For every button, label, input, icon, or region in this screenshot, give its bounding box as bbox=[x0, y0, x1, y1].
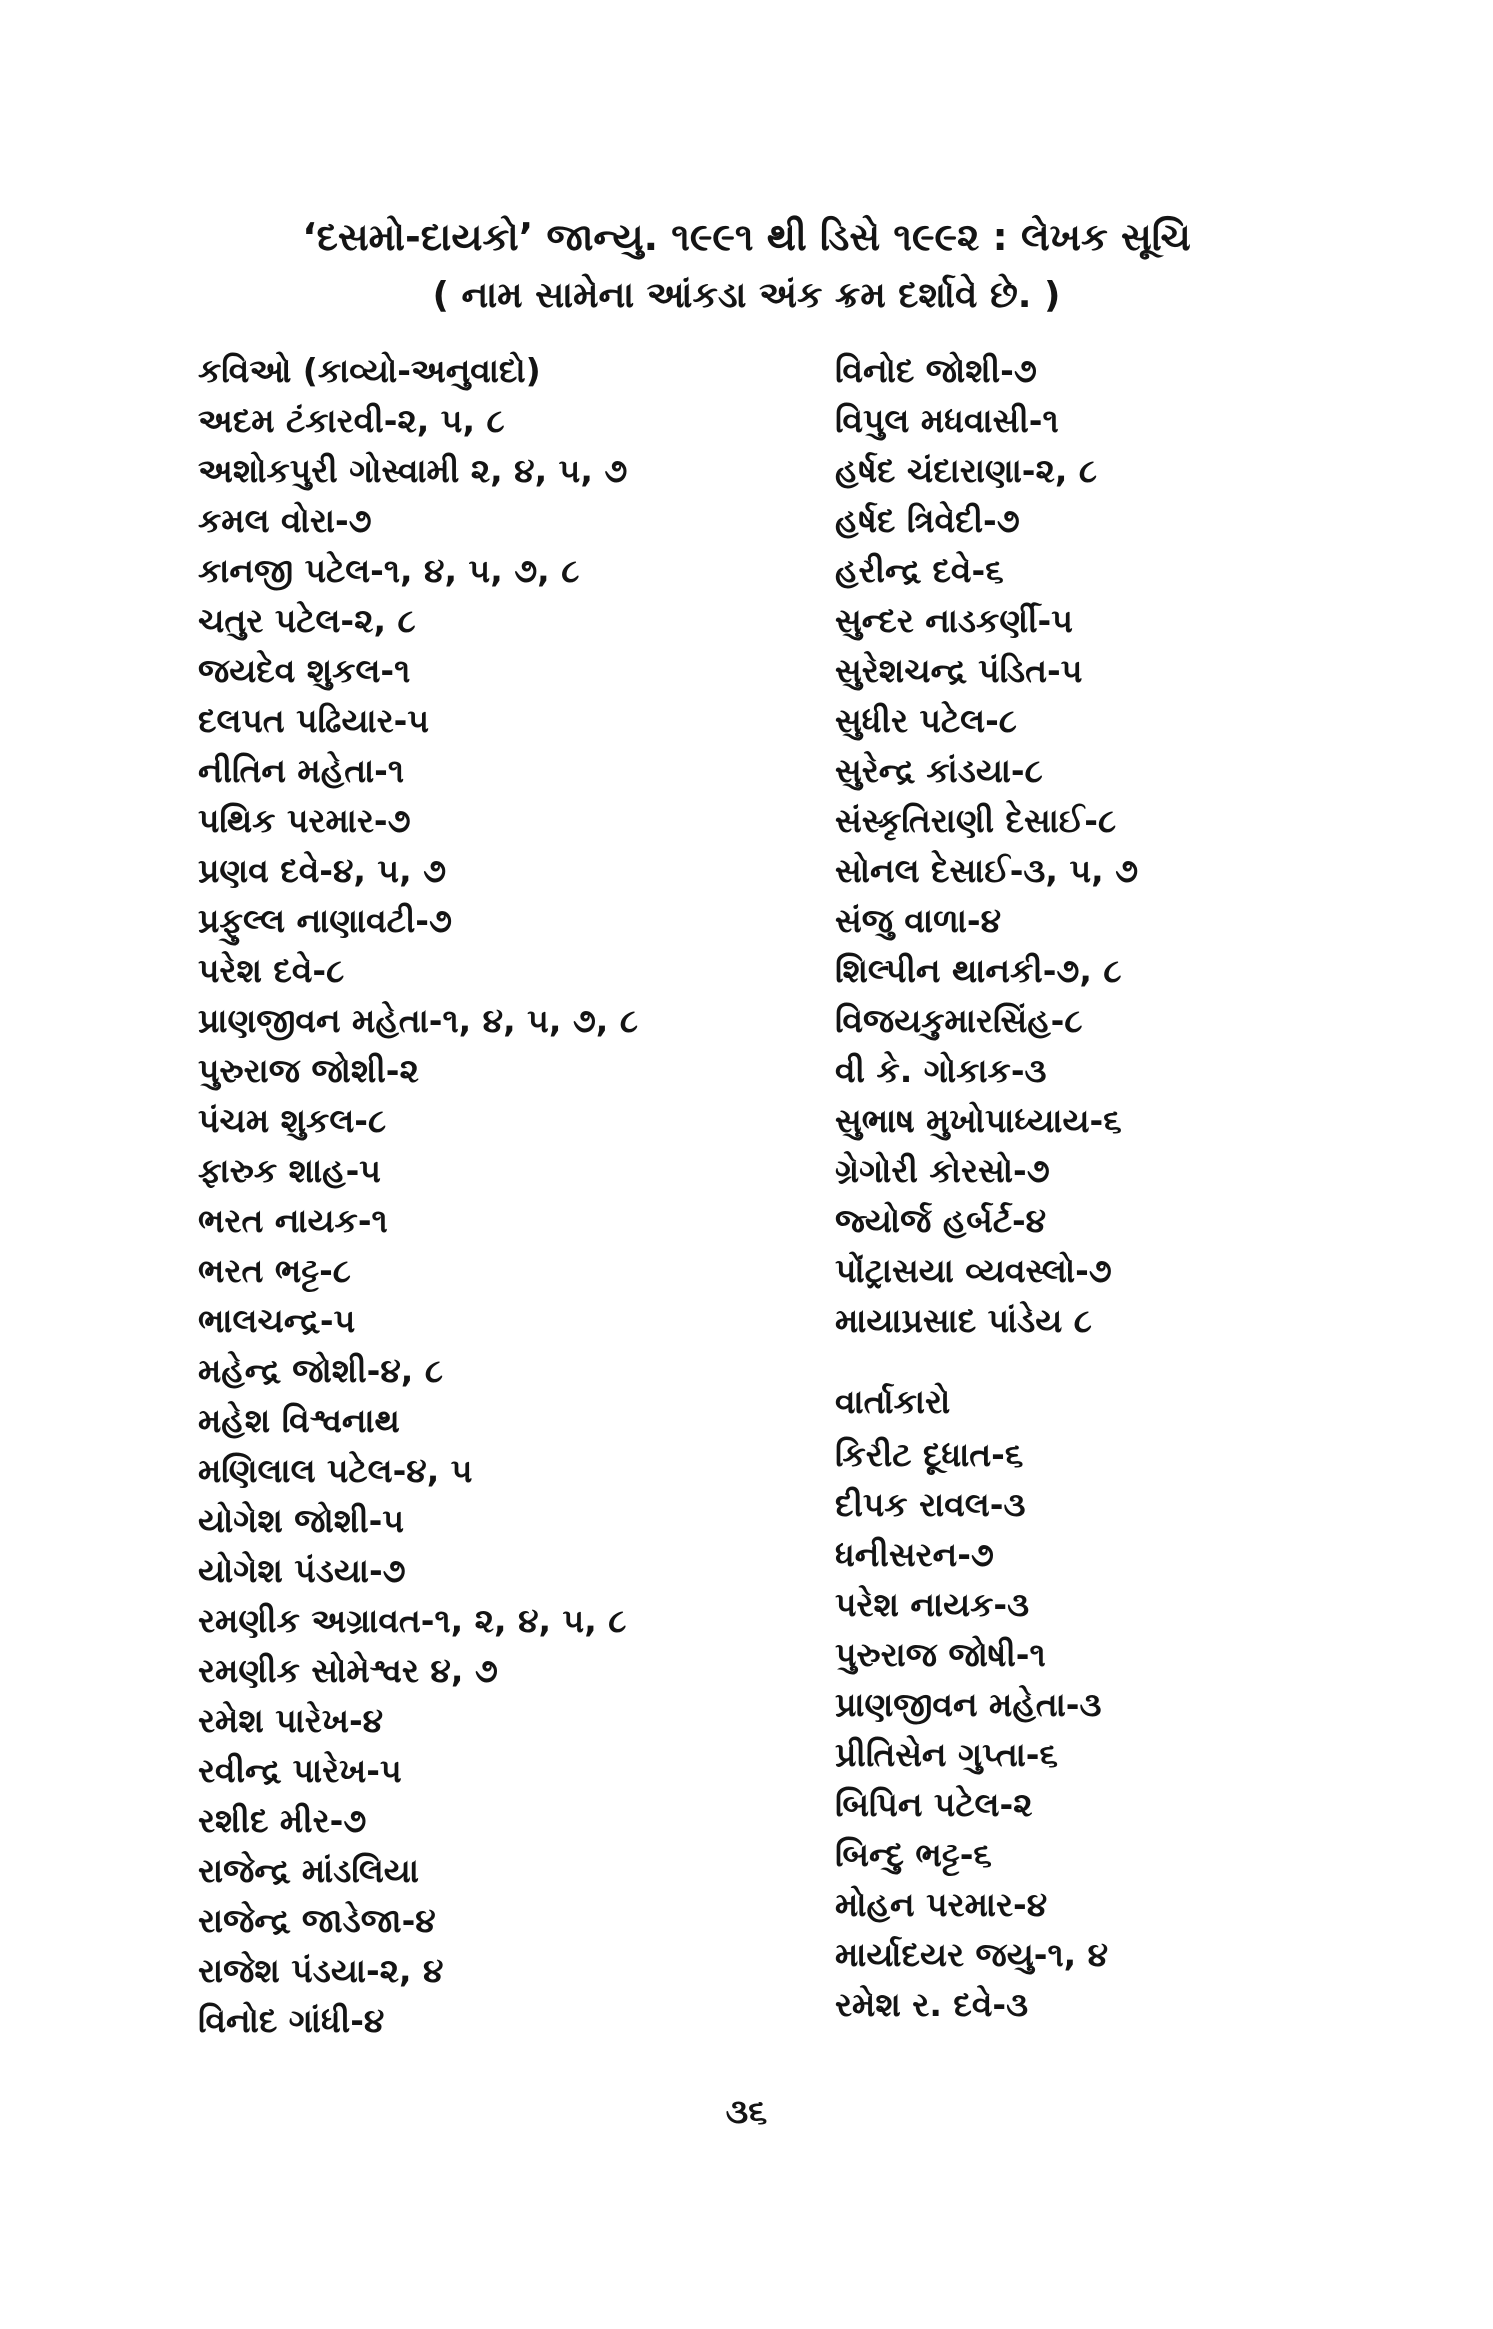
list-item: ગ્રેગોરી કોરસો-૭ bbox=[835, 1151, 1050, 1190]
list-item: કમલ વોરા-૭ bbox=[198, 501, 372, 540]
list-item: ભાલચન્દ્ર-૫ bbox=[198, 1301, 356, 1340]
list-item: સુરેન્દ્ર કાંડયા-૮ bbox=[835, 751, 1043, 790]
list-item: પુરુરાજ જોષી-૧ bbox=[835, 1635, 1046, 1674]
list-item: રવીન્દ્ર પારેખ-૫ bbox=[198, 1751, 402, 1790]
list-item: હરીન્દ્ર દવે-૬ bbox=[835, 551, 1004, 590]
section-spacer bbox=[835, 1346, 1475, 1374]
list-item: દીપક રાવલ-૩ bbox=[835, 1485, 1026, 1524]
list-item: રાજેન્દ્ર માંડલિયા bbox=[198, 1851, 419, 1890]
list-item: વિનોદ ગાંધી-૪ bbox=[198, 2001, 385, 2040]
list-item: દલપત પઢિયાર-૫ bbox=[198, 701, 430, 740]
list-item: મોહન પરમાર-૪ bbox=[835, 1885, 1048, 1924]
list-item: પ્રણવ દવે-૪, ૫, ૭ bbox=[198, 851, 447, 890]
list-item: રમણીક અગ્રાવત-૧, ૨, ૪, ૫, ૮ bbox=[198, 1601, 627, 1640]
list-item: જયદેવ શુકલ-૧ bbox=[198, 651, 411, 690]
list-item: કાનજી પટેલ-૧, ૪, ૫, ૭, ૮ bbox=[198, 551, 580, 590]
list-item: ભરત નાયક-૧ bbox=[198, 1201, 388, 1240]
list-item: જ્યોર્જ હર્બર્ટ-૪ bbox=[835, 1201, 1047, 1240]
list-item: માર્યાદયર જયુ-૧, ૪ bbox=[835, 1935, 1109, 1974]
list-item: શિલ્પીન થાનકી-૭, ૮ bbox=[835, 951, 1122, 990]
list-item: પ્રફુલ્લ નાણાવટી-૭ bbox=[198, 901, 452, 940]
list-item: હર્ષદ ચંદારાણા-૨, ૮ bbox=[835, 451, 1098, 490]
list-item: સંજુ વાળા-૪ bbox=[835, 901, 1002, 940]
list-item: પોંટ્રાસયા વ્યવસ્લો-૭ bbox=[835, 1251, 1112, 1290]
list-item: ભરત ભટ્ટ-૮ bbox=[198, 1251, 351, 1290]
page-subtitle: ( નામ સામેના આંકડા અંક ક્રમ દર્શાવે છે. ) bbox=[432, 275, 1061, 316]
list-item: ચતુર પટેલ-૨, ૮ bbox=[198, 601, 416, 640]
list-item: પુરુરાજ જોશી-૨ bbox=[198, 1051, 419, 1090]
list-item: મણિલાલ પટેલ-૪, ૫ bbox=[198, 1451, 473, 1490]
list-item: કિરીટ દૂધાત-૬ bbox=[835, 1435, 1024, 1474]
list-item: વિનોદ જોશી-૭ bbox=[835, 351, 1037, 390]
list-item: હર્ષદ ત્રિવેદી-૭ bbox=[835, 501, 1020, 540]
list-item: પરેશ નાયક-૩ bbox=[835, 1585, 1030, 1624]
list-item: માયાપ્રસાદ પાંડેય ૮ bbox=[835, 1301, 1092, 1340]
list-item: સંસ્કૃતિરાણી દેસાઈ-૮ bbox=[835, 801, 1117, 840]
list-item: અશોકપુરી ગોસ્વામી ૨, ૪, ૫, ૭ bbox=[198, 451, 628, 490]
list-item: યોગેશ પંડયા-૭ bbox=[198, 1551, 406, 1590]
list-item: રાજેશ પંડયા-૨, ૪ bbox=[198, 1951, 444, 1990]
list-item: વિપુલ મધવાસી-૧ bbox=[835, 401, 1059, 440]
page-number: ૩૬ bbox=[725, 2092, 768, 2132]
list-item: વી કે. ગોકાક-૩ bbox=[835, 1051, 1047, 1090]
list-item: મહેશ વિશ્વનાથ bbox=[198, 1401, 400, 1440]
right-column bbox=[835, 346, 1475, 2030]
list-item: રશીદ મીર-૭ bbox=[198, 1801, 367, 1840]
list-item: મહેન્દ્ર જોશી-૪, ૮ bbox=[198, 1351, 443, 1390]
list-item: સુભાષ મુખોપાધ્યાય-૬ bbox=[835, 1101, 1122, 1140]
list-item: પંચમ શુકલ-૮ bbox=[198, 1101, 387, 1140]
list-item: અદમ ટંકારવી-૨, ૫, ૮ bbox=[198, 401, 505, 440]
list-item: રમણીક સોમેશ્વર ૪, ૭ bbox=[198, 1651, 498, 1690]
list-item: વિજયકુમારસિંહ-૮ bbox=[835, 1001, 1083, 1040]
list-item: સોનલ દેસાઈ-૩, ૫, ૭ bbox=[835, 851, 1139, 890]
list-item: ધનીસરન-૭ bbox=[835, 1535, 994, 1574]
list-item: ફારુક શાહ-૫ bbox=[198, 1151, 381, 1190]
left-column bbox=[198, 346, 838, 2046]
list-item: યોગેશ જોશી-૫ bbox=[198, 1501, 405, 1540]
list-item: સુધીર પટેલ-૮ bbox=[835, 701, 1017, 740]
list-item: પ્રીતિસેન ગુપ્તા-૬ bbox=[835, 1735, 1058, 1774]
section-heading-poets: કવિઓ (કાવ્યો-અનુવાદો) bbox=[198, 351, 541, 390]
page-title: ‘દસમો-દાયકો’ જાન્યુ. ૧૯૯૧ થી ડિસે ૧૯૯૨ : લેખક સૂચિ bbox=[302, 215, 1191, 259]
list-item: બિન્દુ ભટ્ટ-૬ bbox=[835, 1835, 992, 1874]
list-item: પ્રાણજીવન મહેતા-૩ bbox=[835, 1685, 1102, 1724]
list-item: રમેશ પારેખ-૪ bbox=[198, 1701, 384, 1740]
list-item: પ્રાણજીવન મહેતા-૧, ૪, ૫, ૭, ૮ bbox=[198, 1001, 638, 1040]
list-item: પરેશ દવે-૮ bbox=[198, 951, 345, 990]
list-item: સુન્દર નાડકર્ણી-૫ bbox=[835, 601, 1073, 640]
list-item: નીતિન મહેતા-૧ bbox=[198, 751, 405, 790]
list-item: રાજેન્દ્ર જાડેજા-૪ bbox=[198, 1901, 436, 1940]
list-item: સુરેશચન્દ્ર પંડિત-૫ bbox=[835, 651, 1083, 690]
list-item: બિપિન પટેલ-૨ bbox=[835, 1785, 1033, 1824]
list-item: પથિક પરમાર-૭ bbox=[198, 801, 411, 840]
section-heading-storytellers: વાર્તાકારો bbox=[835, 1382, 951, 1421]
list-item: રમેશ ર. દવે-૩ bbox=[835, 1985, 1029, 2024]
